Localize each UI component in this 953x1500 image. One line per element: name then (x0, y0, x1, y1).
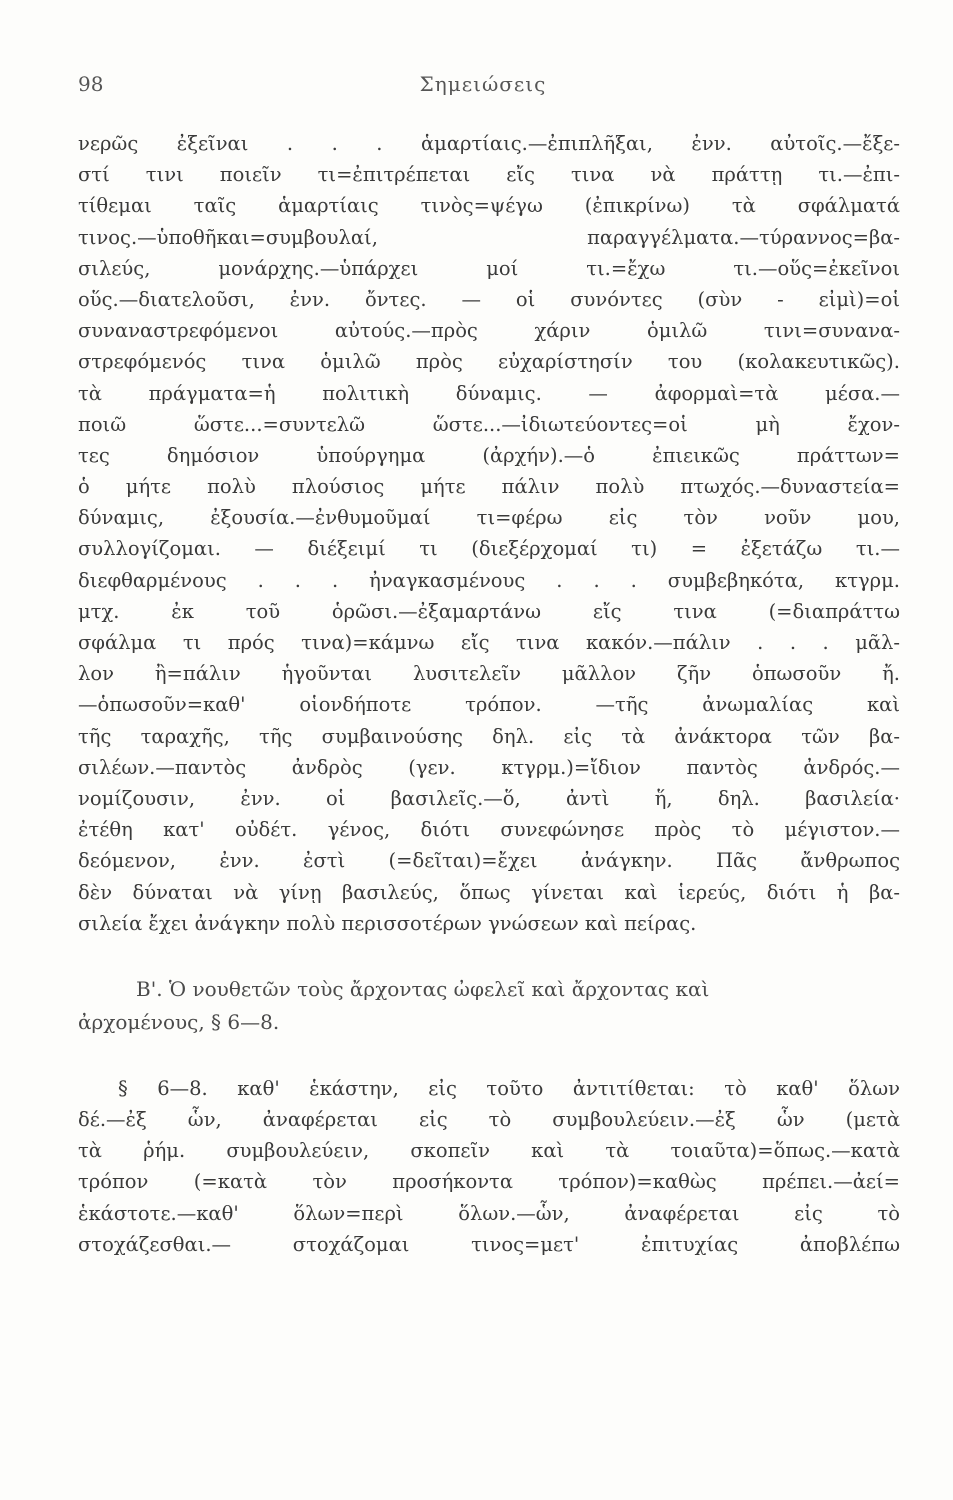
text-line: δὲν δύναται νὰ γίνῃ βασιλεύς, ὅπως γίνεται καὶ ἱερεύς, διότι ἡ βα- (78, 880, 900, 904)
text-line: δέ.—ἐξ ὧν, ἀναφέρεται εἰς τὸ συμβουλεύειν.—ἐξ ὧν (μετὰ (78, 1108, 900, 1132)
text-line: σιλεύς, μονάρχης.—ὑπάρχει μοί τι.=ἔχω τι.—οὕς=ἐκεῖνοι (78, 256, 900, 280)
text-line: στοχάζεσθαι.— στοχάζομαι τινος=μετ' ἐπιτυχίας ἀποβλέπω (78, 1232, 900, 1256)
section-heading-line: Β'. Ὁ νουθετῶν τοὺς ἄρχοντας ὠφελεῖ καὶ ἄρχοντας καὶ (136, 976, 710, 1001)
text-line: διεφθαρμένους . . . ἠναγκασμένους . . . συμβεβηκότα, κτγρμ. (78, 568, 900, 592)
text-line: τρόπον (=κατὰ τὸν προσήκοντα τρόπον)=καθὼς πρέπει.—ἀεί= (78, 1170, 900, 1194)
notes-body (78, 128, 900, 1260)
text-line: τίθεμαι ταῖς ἁμαρτίαις τινὸς=ψέγω (ἐπικρίνω) τὰ σφάλματά (78, 194, 900, 218)
section-heading-line: ἀρχομένους, § 6—8. (78, 1009, 280, 1034)
text-line: συναναστρεφόμενοι αὐτούς.—πρὸς χάριν ὁμιλῶ τινι=συνανα- (78, 319, 900, 343)
text-line: δεόμενον, ἐνν. ἐστὶ (=δεῖται)=ἔχει ἀνάγκην. Πᾶς ἄνθρωπος (78, 849, 900, 873)
paragraph-2 (78, 1073, 900, 1260)
text-line: νερῶς ἐξεῖναι . . . ἁμαρτίαις.—ἐπιπλῆξαι, ἐνν. αὐτοῖς.—ἔξε- (78, 132, 900, 155)
text-line: ἑκάστοτε.—καθ' ὅλων=περὶ ὅλων.—ὧν, ἀναφέρεται εἰς τὸ (78, 1201, 900, 1225)
paragraph-spacer (78, 1039, 900, 1073)
paragraph-spacer (78, 939, 900, 973)
text-line: στί τινι ποιεῖν τι=ἐπιτρέπεται εἴς τινα νὰ πράττῃ τι.—ἐπι- (78, 163, 900, 187)
text-line: νομίζουσιν, ἐνν. οἱ βασιλεῖς.—ὅ, ἀντὶ ἥ, δηλ. βασιλεία· (78, 786, 900, 810)
text-line: τινος.—ὑποθῆκαι=συμβουλαί, παραγγέλματα.—τύραννος=βα- (78, 225, 900, 249)
text-line: συλλογίζομαι. — διέξειμί τι (διεξέρχομαί τι) = ἐξετάζω τι.— (78, 537, 900, 561)
text-line: § 6—8. καθ' ἑκάστην, εἰς τοῦτο ἀντιτίθεται: τὸ καθ' ὅλων (118, 1076, 900, 1100)
text-line: τες δημόσιον ὑπούργημα (ἀρχήν).—ὁ ἐπιεικῶς πράττων= (78, 443, 900, 467)
page-header (78, 72, 888, 102)
text-line: μτχ. ἐκ τοῦ ὁρῶσι.—ἐξαμαρτάνω εἴς τινα (=διαπράττω (78, 599, 900, 623)
page-number: 98 (78, 72, 104, 96)
text-line: σφάλμα τι πρός τινα)=κάμνω εἴς τινα κακόν.—πάλιν . . . μᾶλ- (78, 631, 900, 654)
text-line: τὰ πράγματα=ἡ πολιτικὴ δύναμις. — ἀφορμαὶ=τὰ μέσα.— (78, 381, 900, 405)
text-line: δύναμις, ἐξουσία.—ἐνθυμοῦμαί τι=φέρω εἰς τὸν νοῦν μου, (78, 506, 900, 530)
text-line: ὁ μήτε πολὺ πλούσιος μήτε πάλιν πολὺ πτωχός.—δυναστεία= (78, 475, 900, 499)
running-title: Σημειώσεις (419, 72, 547, 96)
text-line: στρεφόμενός τινα ὁμιλῶ πρὸς εὐχαρίστησίν του (κολακευτικῶς). (78, 350, 900, 374)
text-line: τὰ ῥήμ. συμβουλεύειν, σκοπεῖν καὶ τὰ τοιαῦτα)=ὅπως.—κατὰ (78, 1139, 900, 1163)
text-line: ποιῶ ὥστε...=συντελῶ ὥστε...—ἰδιωτεύοντες=οἱ μὴ ἔχον- (78, 412, 900, 436)
text-line: σιλεία ἔχει ἀνάγκην πολὺ περισσοτέρων γνώσεων καὶ πείρας. (78, 911, 697, 935)
text-line: —ὁπωσοῦν=καθ' οἱονδήποτε τρόπον. —τῆς ἀνωμαλίας καὶ (78, 693, 900, 717)
text-line: λον ἢ=πάλιν ἡγοῦνται λυσιτελεῖν μᾶλλον ζῆν ὁπωσοῦν ἤ. (78, 662, 900, 686)
text-line: τῆς ταραχῆς, τῆς συμβαινούσης δηλ. εἰς τὰ ἀνάκτορα τῶν βα- (78, 724, 900, 748)
text-line: ἐτέθη κατ' οὐδέτ. γένος, διότι συνεφώνησε πρὸς τὸ μέγιστον.— (78, 818, 900, 842)
text-line: οὕς.—διατελοῦσι, ἐνν. ὄντες. — οἱ συνόντες (σὺν - εἰμὶ)=οἱ (78, 287, 900, 311)
paragraph-1 (78, 128, 900, 939)
section-heading (78, 973, 900, 1039)
text-line: σιλέων.—παντὸς ἀνδρὸς (γεν. κτγρμ.)=ἴδιον παντὸς ἀνδρός.— (78, 755, 900, 779)
